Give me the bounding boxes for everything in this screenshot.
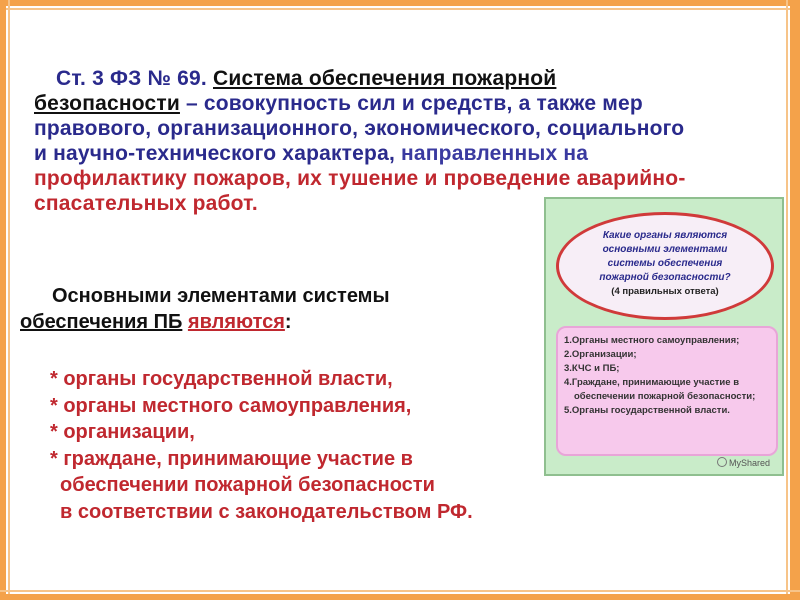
list-item: * органы государственной власти, [50,368,393,390]
elements-list [50,366,590,525]
defined-term: Система обеспечения пожарной [213,67,557,90]
quiz-image-card [544,197,784,476]
quiz-hint: (4 правильных ответа) [611,286,719,297]
elements-heading-line1: Основными элементами системы [52,285,390,307]
quiz-question-line: системы обеспечения [607,258,723,269]
slide-frame-right [790,0,800,600]
list-item-continuation: обеспечении пожарной безопасности [60,474,435,496]
list-item-continuation: в соответствии с законодательством РФ. [60,500,473,523]
quiz-answers-box [556,326,778,456]
defined-term-cont: безопасности [34,92,180,115]
definition-directed: направленных на [401,142,589,165]
definition-text-2: правового, организационного, экономического, социального [34,117,685,140]
slide-frame-top [0,0,800,6]
slide-frame-right-inner [786,0,788,600]
quiz-question-line: Какие органы являются [602,230,728,241]
slide-frame-left [0,0,6,600]
quiz-answer: 2.Организации; [564,349,637,360]
slide-frame-top-inner [0,8,800,10]
brand-logo-icon [717,457,727,467]
brand-name: MyShared [728,458,770,468]
elements-heading [20,283,490,335]
list-item: * граждане, принимающие участие в [50,447,413,470]
quiz-question-line: пожарной безопасности? [599,272,731,283]
quiz-question-line: основными элементами [602,244,728,255]
slide-frame-bottom-inner [0,590,800,592]
definition-text-3: и научно-технического характера, [34,142,402,165]
definition-paragraph [34,66,786,216]
quiz-answer: 1.Органы местного самоуправления; [564,335,740,346]
elements-heading-line2: обеспечения ПБ [20,311,183,333]
definition-purpose-2: спасательных работ. [34,192,258,215]
quiz-answer: обеспечении пожарной безопасности; [574,391,756,402]
brand-watermark [717,457,770,468]
list-item: * органы местного самоуправления, [50,394,412,417]
definition-text-1: – совокупность сил и средств, а также мер [179,92,643,115]
elements-heading-verb: являются [187,311,285,333]
slide-frame-left-inner [8,0,10,600]
elements-heading-colon: : [284,311,292,333]
quiz-answer: 4.Граждане, принимающие участие в [564,377,740,388]
article-reference: Ст. 3 ФЗ № 69. [56,67,207,90]
quiz-question-oval [556,212,774,320]
definition-purpose-1: профилактику пожаров, их тушение и проведение аварийно- [34,167,686,190]
slide-frame-bottom [0,594,800,600]
quiz-answer: 5.Органы государственной власти. [564,405,730,416]
list-item: * организации, [50,421,195,443]
quiz-answer: 3.КЧС и ПБ; [564,363,620,374]
